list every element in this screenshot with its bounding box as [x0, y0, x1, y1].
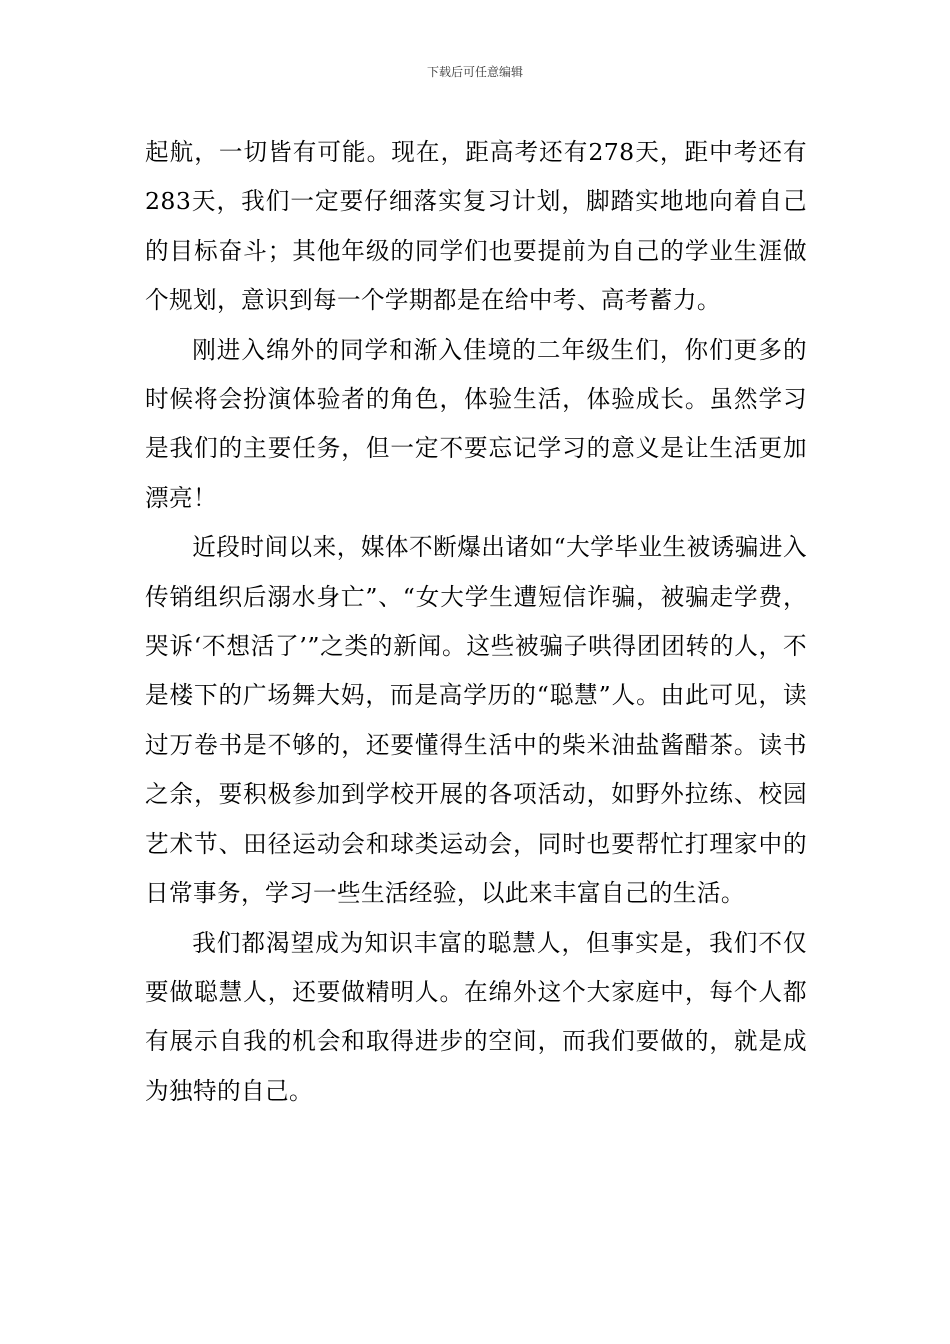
paragraph-continuation: 起航，一切皆有可能。现在，距高考还有278天，距中考还有283天，我们一定要仔细落实复习计划，脚踏实地地向着自己的目标奋斗；其他年级的同学们也要提前为自己的学业生涯做个规划，意识到每一个学期都是在给中考、高考蓄力。: [145, 138, 807, 315]
paragraph-scam-news: 近段时间以来，媒体不断爆出诸如“大学毕业生被诱骗进入传销组织后溺水身亡”、“女大学生遭短信诈骗，被骗走学费，哭诉‘不想活了’”之类的新闻。这些被骗子哄得团团转的人，不是楼下的广场舞大妈，而是高学历的“聪慧”人。由此可见，读过万卷书是不够的，还要懂得生活中的柴米油盐酱醋茶。读书之余，要积极参加到学校开展的各项活动，如野外拉练、校园艺术节、田径运动会和球类运动会，同时也要帮忙打理家中的日常事务，学习一些生活经验，以此来丰富自己的生活。: [145, 533, 807, 908]
paragraph-be-yourself: 我们都渴望成为知识丰富的聪慧人，但事实是，我们不仅要做聪慧人，还要做精明人。在绵外这个大家庭中，每个人都有展示自我的机会和取得进步的空间，而我们要做的，就是成为独特的自己。: [145, 928, 807, 1105]
document-body: [145, 128, 807, 1116]
page-header: 下载后可任意编辑: [426, 65, 523, 79]
paragraph-new-students: 刚进入绵外的同学和渐入佳境的二年级生们，你们更多的时候将会扮演体验者的角色，体验生活，体验成长。虽然学习是我们的主要任务，但一定不要忘记学习的意义是让生活更加漂亮！: [145, 335, 807, 512]
